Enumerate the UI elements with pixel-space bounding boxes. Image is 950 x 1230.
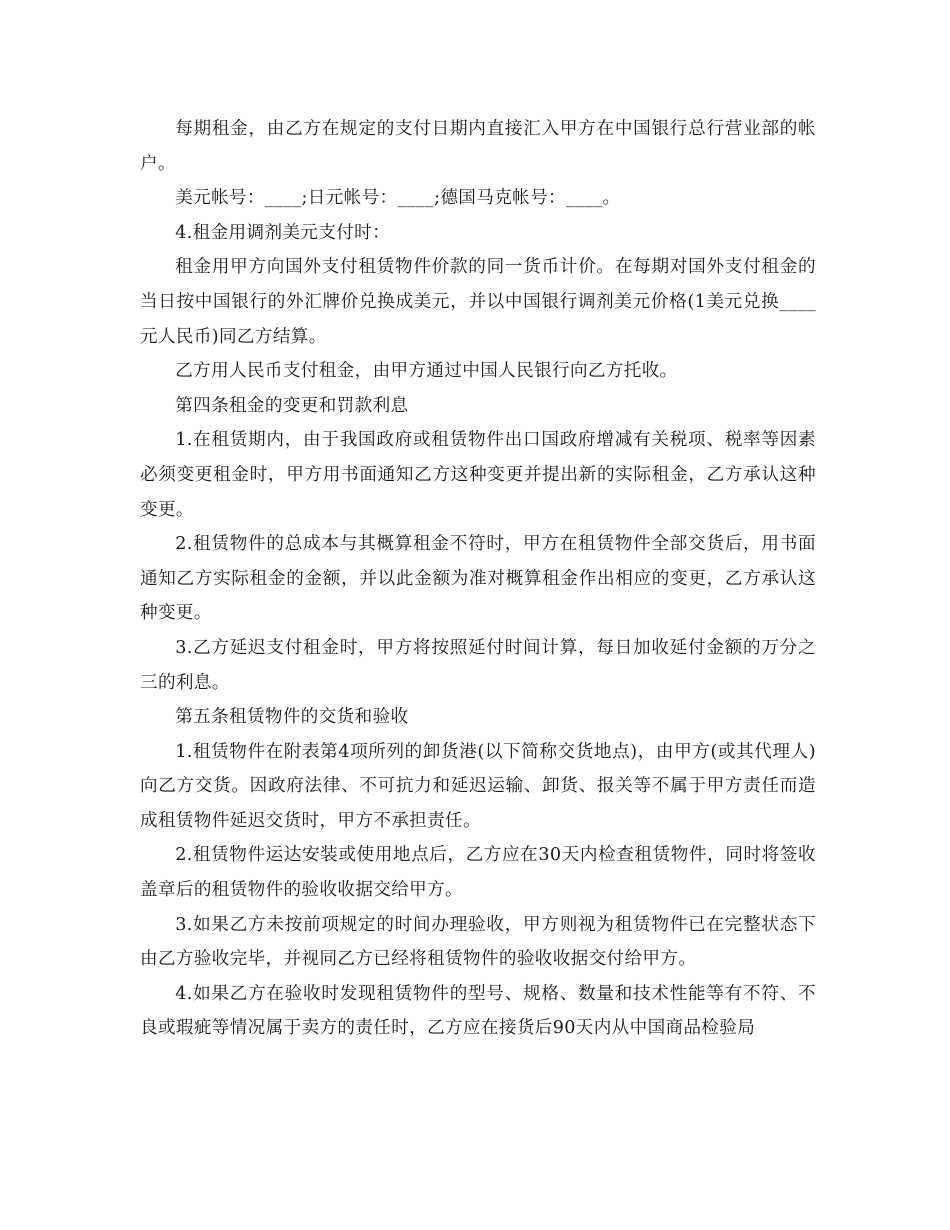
document-body <box>140 112 816 1046</box>
paragraph-currency-pricing: 租金用甲方向国外支付租赁物件价款的同一货币计价。在每期对国外支付租金的当日按中国银行的外汇牌价兑换成美元，并以中国银行调剂美元价格(1美元兑换____元人民币)同乙方结算。 <box>140 257 816 347</box>
paragraph-clause-4: 4.租金用调剂美元支付时： <box>175 222 391 243</box>
paragraph-rmb-collection: 乙方用人民币支付租金，由甲方通过中国人民银行向乙方托收。 <box>175 361 678 382</box>
paragraph-article-5-item-4: 4.如果乙方在验收时发现租赁物件的型号、规格、数量和技术性能等有不符、不良或瑕疵等情况属于卖方的责任时，乙方应在接货后90天内从中国商品检验局 <box>140 983 816 1039</box>
paragraph-article-5-item-1: 1.租赁物件在附表第4项所列的卸货港(以下简称交货地点)，由甲方(或其代理人)向乙方交货。因政府法律、不可抗力和延迟运输、卸货、报关等不属于甲方责任而造成租赁物件延迟交货时，甲方不承担责任。 <box>140 741 816 831</box>
paragraph-article-4-item-1: 1.在租赁期内，由于我国政府或租赁物件出口国政府增减有关税项、税率等因素必须变更租金时，甲方用书面通知乙方这种变更并提出新的实际租金，乙方承认这种变更。 <box>140 430 816 520</box>
paragraph-account-numbers: 美元帐号：____;日元帐号：____;德国马克帐号：____。 <box>175 188 621 209</box>
paragraph-article-5-item-3: 3.如果乙方未按前项规定的时间办理验收，甲方则视为租赁物件已在完整状态下由乙方验收完毕，并视同乙方已经将租赁物件的验收收据交付给甲方。 <box>140 914 816 970</box>
paragraph-rent-payment: 每期租金，由乙方在规定的支付日期内直接汇入甲方在中国银行总行营业部的帐户。 <box>140 119 816 174</box>
paragraph-article-4-item-2: 2.租赁物件的总成本与其概算租金不符时，甲方在租赁物件全部交货后，用书面通知乙方实际租金的金额，并以此金额为准对概算租金作出相应的变更，乙方承认这种变更。 <box>140 534 816 624</box>
section-heading-article-5: 第五条租赁物件的交货和验收 <box>175 707 409 728</box>
paragraph-article-5-item-2: 2.租赁物件运达安装或使用地点后，乙方应在30天内检查租赁物件，同时将签收盖章后的租赁物件的验收收据交给甲方。 <box>140 845 816 901</box>
paragraph-article-4-item-3: 3.乙方延迟支付租金时，甲方将按照延付时间计算，每日加收延付金额的万分之三的利息。 <box>140 637 816 693</box>
section-heading-article-4: 第四条租金的变更和罚款利息 <box>175 395 409 416</box>
